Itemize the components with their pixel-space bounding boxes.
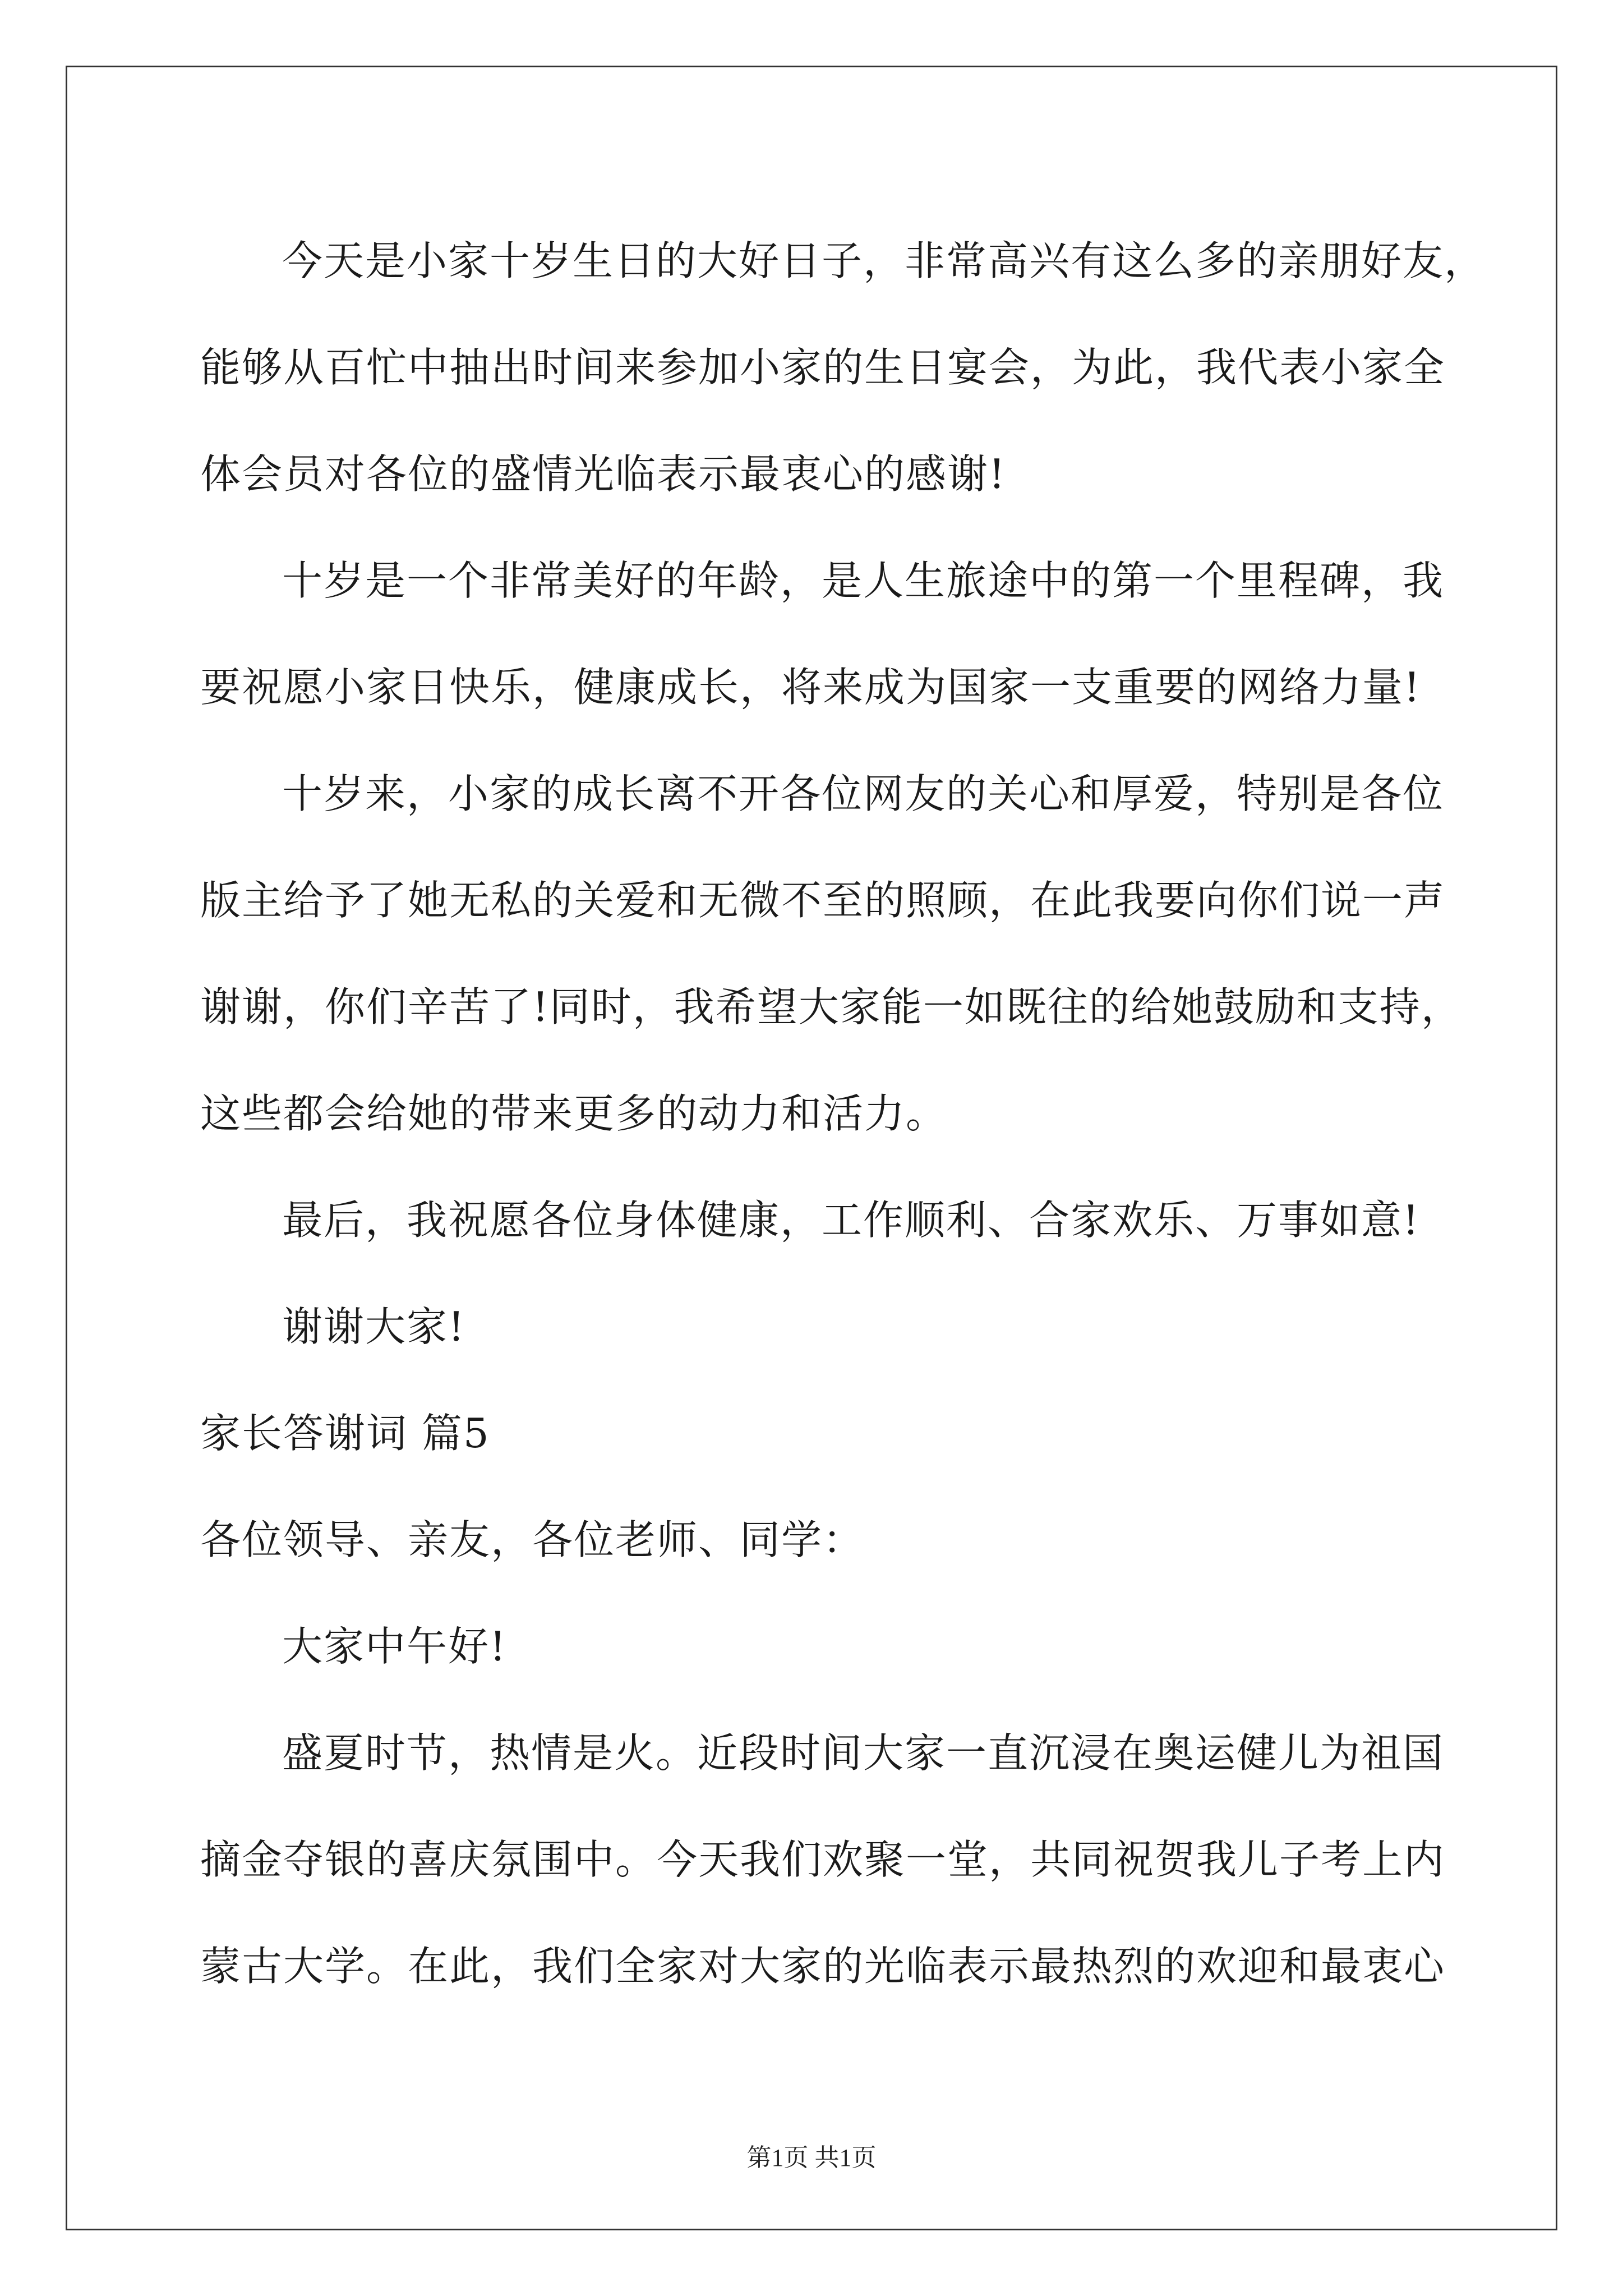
paragraph-line: 能够从百忙中抽出时间来参加小家的生日宴会，为此，我代表小家全 [200,344,1446,391]
paragraph-line: 盛夏时节，热情是火。近段时间大家一直沉浸在奥运健儿为祖国 [282,1729,1445,1777]
paragraph-line: 最后，我祝愿各位身体健康，工作顺利、合家欢乐、万事如意! [282,1197,1420,1244]
paragraph-line: 十岁来，小家的成长离不开各位网友的关心和厚爱，特别是各位 [282,770,1445,817]
greeting-line: 大家中午好! [282,1623,507,1670]
paragraph-line: 谢谢，你们辛苦了!同时，我希望大家能一如既往的给她鼓励和支持， [200,983,1463,1030]
paragraph-line: 要祝愿小家日快乐，健康成长，将来成为国家一支重要的网络力量! [200,664,1421,711]
section-heading: 家长答谢词 篇5 [200,1410,490,1457]
paragraph-line: 十岁是一个非常美好的年龄，是人生旅途中的第一个里程碑，我 [282,557,1445,604]
paragraph-line: 谢谢大家! [282,1303,465,1350]
paragraph-line: 体会员对各位的盛情光临表示最衷心的感谢! [200,450,1006,498]
paragraph-line: 这些都会给她的带来更多的动力和活力。 [200,1090,948,1137]
page-footer: 第1页 共1页 [746,2144,877,2171]
paragraph-line: 蒙古大学。在此，我们全家对大家的光临表示最热烈的欢迎和最衷心 [200,1943,1446,1990]
paragraph-line: 今天是小家十岁生日的大好日子，非常高兴有这么多的亲朋好友， [282,237,1486,284]
paragraph-line: 摘金夺银的喜庆氛围中。今天我们欢聚一堂，共同祝贺我儿子考上内 [200,1836,1446,1883]
document-body [200,208,1486,2019]
salutation-line: 各位领导、亲友，各位老师、同学： [200,1516,865,1563]
paragraph-line: 版主给予了她无私的关爱和无微不至的照顾，在此我要向你们说一声 [200,877,1446,924]
